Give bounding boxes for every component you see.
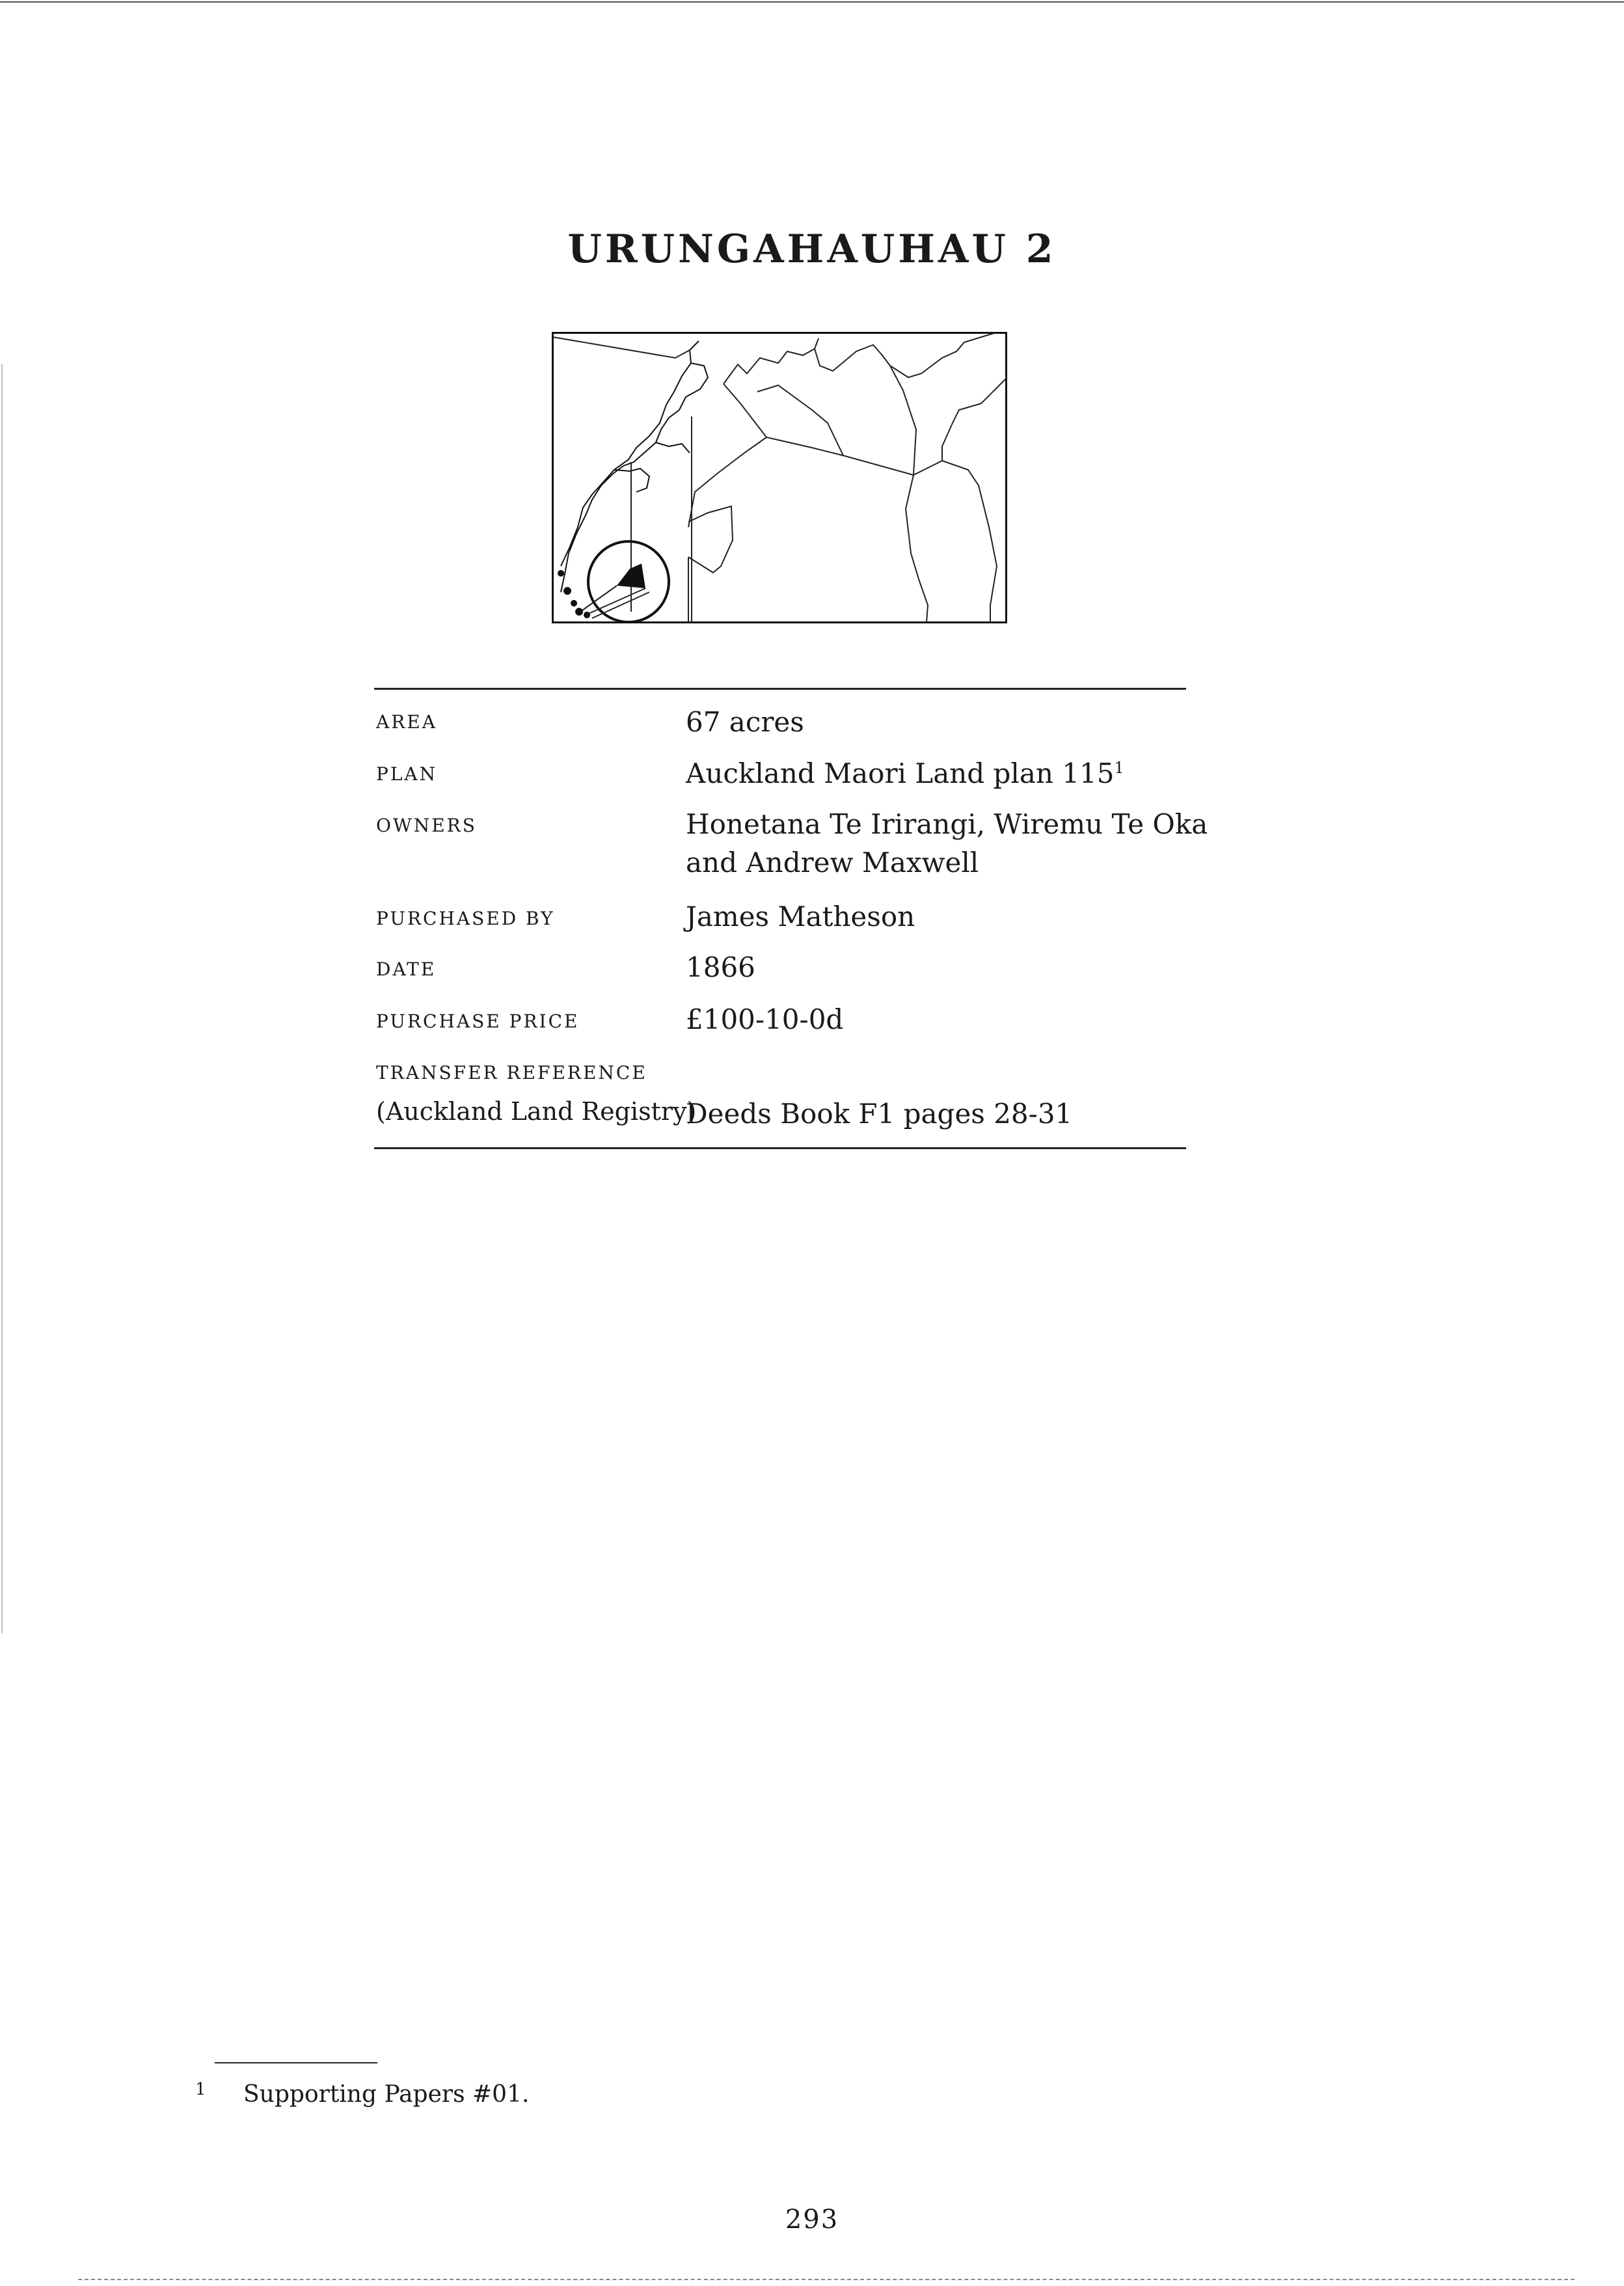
footnote-text: Supporting Papers #01. xyxy=(243,2081,530,2108)
plan-label: PLAN xyxy=(376,763,438,785)
plan-footnote-mark: 1 xyxy=(1114,759,1124,777)
date-label: DATE xyxy=(376,959,437,980)
page-bottom-edge xyxy=(78,2279,1575,2280)
page-left-edge xyxy=(1,364,3,1633)
area-value: 67 acres xyxy=(686,706,804,738)
location-map xyxy=(552,332,1007,623)
purchased-by-value: James Matheson xyxy=(686,901,915,932)
table-top-rule xyxy=(374,688,1186,690)
footnote-rule xyxy=(215,2062,377,2063)
page-top-edge xyxy=(0,1,1624,3)
footnote-number: 1 xyxy=(195,2080,206,2099)
transfer-reference-label: TRANSFER REFERENCE xyxy=(376,1062,647,1083)
page-title: URUNGAHAUHAU 2 xyxy=(567,226,1057,272)
transfer-reference-sublabel: (Auckland Land Registry) xyxy=(376,1097,697,1126)
owners-label: OWNERS xyxy=(376,815,477,836)
plan-value xyxy=(686,754,1124,793)
page-number: 293 xyxy=(785,2205,839,2235)
area-label: AREA xyxy=(376,711,437,733)
owners-value-line1: Honetana Te Irirangi, Wiremu Te Oka xyxy=(686,808,1208,840)
plan-value-text: Auckland Maori Land plan 115 xyxy=(686,757,1115,789)
transfer-reference-value: Deeds Book F1 pages 28-31 xyxy=(686,1098,1073,1130)
table-bottom-rule xyxy=(374,1147,1186,1149)
purchase-price-label: PURCHASE PRICE xyxy=(376,1011,580,1032)
owners-value-line2: and Andrew Maxwell xyxy=(686,847,979,878)
purchase-price-value: £100-10-0d xyxy=(686,1003,844,1035)
date-value: 1866 xyxy=(686,951,755,983)
purchased-by-label: PURCHASED BY xyxy=(376,908,555,929)
